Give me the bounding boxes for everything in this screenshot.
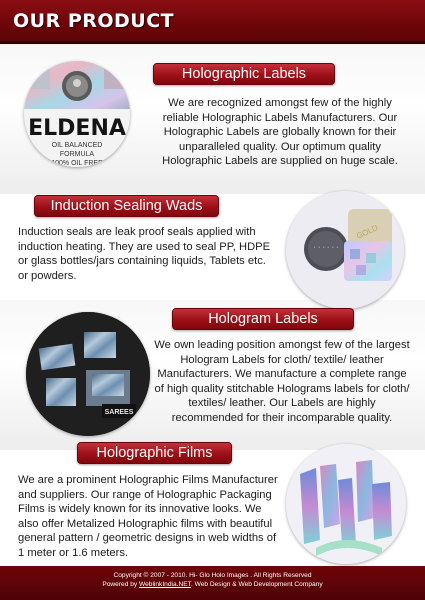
eldena-line-1: OIL BALANCED — [51, 142, 103, 149]
induction-sealing-wads-image — [286, 191, 404, 309]
footer-copyright: Copyright © 2007 - 2010. Hi- Glo Holo Images . All Rights Reserved — [113, 572, 312, 579]
eldena-line-2: FORMULA — [59, 151, 95, 158]
hologram-labels-image — [26, 312, 150, 436]
induction-sealing-wads-heading: Induction Sealing Wads — [34, 195, 219, 217]
eldena-brand-text: ELDENA — [28, 116, 126, 141]
gold-label-text: GOLD — [355, 223, 380, 241]
footer-powered-link[interactable]: WeblinkIndia.NET — [139, 581, 191, 588]
hologram-labels-description: We own leading position amongst few of the largest Hologram Labels for cloth/ textile/ leather Manufacturers. We manufacture a complete range of high quality stitchable Holograms labels for cloth/ textiles/ leather. Our Labels are highly recommended for their incomparable quality. — [154, 339, 410, 424]
footer-powered-suffix: . Web Design & Web Development Company — [190, 581, 323, 588]
holographic-films-image — [286, 444, 406, 564]
induction-sealing-wads-description: Induction seals are leak proof seals applied with induction heating. They are used to seal PP, HDPE or glass bottles/jars containing liquids, Tablets etc. or powders. — [18, 226, 271, 282]
holographic-labels-description: We are recognized amongst few of the highly reliable Holographic Labels Manufacturers. Our Holographic Labels are globally known for their unparalleled quality. Our optimum quality Holographic Labels are supplied on huge scale. — [162, 97, 398, 168]
holographic-labels-heading: Holographic Labels — [153, 63, 335, 85]
svg-text:• • • • • •: • • • • • • — [313, 245, 339, 251]
page-footer — [0, 566, 425, 600]
footer-powered-by — [0, 580, 425, 589]
page-title: OUR PRODUCT — [13, 10, 175, 32]
page-header — [0, 0, 425, 44]
footer-powered-prefix: Powered by — [102, 581, 138, 588]
holographic-films-description: We are a prominent Holographic Films Manufacturer and suppliers. Our range of Holographic Packaging Films is widely known for its innovative looks. We also offer Metalized Holographic films with beautiful general pattern / geometric designs in web widths of 1 meter or 1.6 meters. — [18, 474, 278, 559]
hologram-labels-heading: Hologram Labels — [172, 308, 354, 330]
sarees-label-text: SAREES — [104, 409, 134, 416]
holographic-films-heading: Holographic Films — [77, 442, 232, 464]
holographic-labels-image — [24, 61, 130, 167]
eldena-line-3: 100% OIL FREE — [51, 160, 103, 167]
